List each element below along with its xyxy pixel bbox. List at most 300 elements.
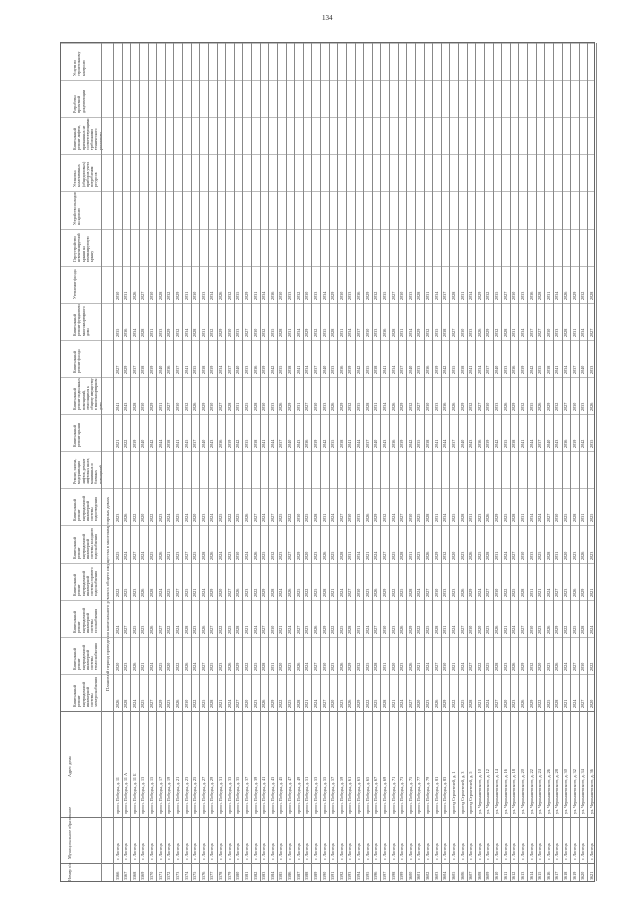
cell-year: 2031 xyxy=(528,588,534,597)
cell-year: 2026 xyxy=(330,402,336,412)
cell-year: 2030 xyxy=(485,402,491,412)
cell-year: 2033 xyxy=(235,328,241,337)
table-column-divider xyxy=(61,43,594,44)
cell-year: 2024 xyxy=(450,625,456,634)
cell-number: 3587 xyxy=(295,871,301,880)
cell-address: просп. Победы, д. 81 xyxy=(433,776,439,814)
table-row-divider xyxy=(380,43,381,881)
cell-municipality: г. Липецк xyxy=(295,843,301,860)
cell-year: 2036 xyxy=(381,328,387,337)
table-row-divider xyxy=(329,43,330,881)
cell-year: 2033 xyxy=(321,402,327,412)
header-work-13: Устройство выходов на кровлю xyxy=(73,191,82,225)
cell-municipality: г. Липецк xyxy=(433,843,439,860)
cell-year: 2023 xyxy=(278,551,284,560)
table-row-divider xyxy=(208,43,209,881)
cell-year: 2024 xyxy=(200,588,206,597)
cell-municipality: г. Липецк xyxy=(166,843,172,860)
cell-year: 2030 xyxy=(356,588,361,597)
cell-year: 2037 xyxy=(450,439,456,449)
cell-year: 2025 xyxy=(416,514,422,523)
cell-year: 2026 xyxy=(218,291,223,300)
cell-year: 2025 xyxy=(114,551,120,560)
cell-year: 2029 xyxy=(261,588,267,597)
cell-year: 2039 xyxy=(226,439,232,449)
cell-year: 2041 xyxy=(295,365,301,374)
cell-year: 2026 xyxy=(399,625,405,634)
cell-year: 2031 xyxy=(200,328,206,337)
cell-year: 2026 xyxy=(123,514,129,523)
cell-year: 2020 xyxy=(140,514,146,523)
cell-year: 2020 xyxy=(476,625,482,634)
cell-year: 2035 xyxy=(381,291,387,300)
cell-year: 2027 xyxy=(209,625,215,634)
cell-address: ул. Чернышевского, д. 14 xyxy=(494,769,499,814)
cell-year: 2020 xyxy=(416,699,422,708)
cell-year: 2028 xyxy=(330,328,336,337)
cell-year: 2023 xyxy=(459,551,465,560)
cell-year: 2026 xyxy=(494,625,499,634)
cell-number: 3583 xyxy=(261,871,267,880)
cell-year: 2023 xyxy=(511,699,517,708)
cell-year: 2032 xyxy=(261,328,267,337)
cell-year: 2031 xyxy=(519,514,525,523)
cell-year: 2029 xyxy=(287,402,292,412)
cell-year: 2025 xyxy=(295,588,301,597)
cell-year: 2030 xyxy=(304,291,310,300)
cell-year: 2023 xyxy=(476,514,482,523)
cell-year: 2032 xyxy=(519,402,525,412)
cell-year: 2025 xyxy=(278,514,284,523)
cell-year: 2030 xyxy=(407,514,413,523)
cell-year: 2030 xyxy=(252,328,258,337)
cell-address: просп. Победы, д. 37 xyxy=(243,776,249,814)
cell-year: 2028 xyxy=(278,328,284,337)
header-work-5: Капитальный ремонт внутридомовой инженерной системы водоотведения xyxy=(73,496,99,522)
table-row-divider xyxy=(372,43,373,881)
cell-year: 2030 xyxy=(347,514,353,523)
cell-number: 3571 xyxy=(157,871,163,880)
cell-year: 2023 xyxy=(157,514,163,523)
table-row-divider xyxy=(579,43,580,881)
cell-year: 2029 xyxy=(356,699,361,708)
cell-year: 2034 xyxy=(563,365,568,374)
cell-year: 2027 xyxy=(226,588,232,597)
cell-address: просп. Победы, д. 25 xyxy=(192,776,198,814)
cell-year: 2035 xyxy=(278,365,284,374)
cell-year: 2028 xyxy=(459,514,465,523)
cell-year: 2033 xyxy=(200,291,206,300)
table-title: Плановый период проведения капитального ремонта общего имущества в многоквартирных домах xyxy=(105,497,110,691)
cell-number: 3616 xyxy=(545,871,551,880)
cell-address: просп. Победы, д. 11 xyxy=(114,776,120,814)
cell-municipality: г. Липецк xyxy=(347,843,353,860)
cell-municipality: г. Липецк xyxy=(502,843,508,860)
cell-year: 2029 xyxy=(399,402,405,412)
cell-year: 2029 xyxy=(373,514,379,523)
cell-year: 2023 xyxy=(485,625,491,634)
cell-municipality: г. Липецк xyxy=(494,843,499,860)
cell-year: 2031 xyxy=(554,551,560,560)
cell-year: 2039 xyxy=(519,365,525,374)
cell-municipality: г. Липецк xyxy=(338,843,344,860)
cell-year: 2043 xyxy=(123,402,129,412)
cell-year: 2042 xyxy=(580,439,586,449)
cell-year: 2031 xyxy=(545,291,551,300)
cell-year: 2023 xyxy=(563,588,568,597)
cell-year: 2034 xyxy=(407,328,413,337)
cell-year: 2031 xyxy=(433,514,439,523)
cell-year: 2030 xyxy=(425,402,430,412)
cell-year: 2027 xyxy=(347,588,353,597)
cell-year: 2022 xyxy=(114,588,120,597)
cell-year: 2029 xyxy=(295,551,301,560)
cell-year: 2037 xyxy=(364,439,370,449)
cell-year: 2032 xyxy=(381,514,387,523)
table-row-divider xyxy=(432,43,433,881)
cell-year: 2034 xyxy=(476,365,482,374)
cell-municipality: г. Липецк xyxy=(192,843,198,860)
cell-year: 2028 xyxy=(157,291,163,300)
header-work-8: Капитальный ремонт подвальных помещений, относящихся к общему имуществу в многоквартирном доме xyxy=(73,378,103,411)
table-row-divider xyxy=(217,43,218,881)
cell-year: 2020 xyxy=(450,551,456,560)
cell-year: 2020 xyxy=(390,662,396,671)
cell-year: 2027 xyxy=(269,514,275,523)
cell-year: 2036 xyxy=(218,439,223,449)
cell-year: 2021 xyxy=(502,625,508,634)
cell-year: 2032 xyxy=(347,402,353,412)
cell-number: 3608 xyxy=(476,871,482,880)
table-row-divider xyxy=(467,43,468,881)
cell-address: просп. Победы, д. 65 xyxy=(364,776,370,814)
cell-municipality: г. Липецк xyxy=(399,843,405,860)
table-row-divider xyxy=(562,43,563,881)
cell-year: 2028 xyxy=(390,328,396,337)
cell-year: 2028 xyxy=(192,328,198,337)
cell-year: 2028 xyxy=(123,699,129,708)
cell-year: 2029 xyxy=(468,588,474,597)
cell-year: 2035 xyxy=(321,328,327,337)
cell-municipality: г. Липецк xyxy=(554,843,560,860)
cell-address: просп. Победы, д. 29 xyxy=(209,776,215,814)
cell-municipality: г. Липецк xyxy=(511,843,517,860)
cell-year: 2035 xyxy=(243,439,249,449)
cell-year: 2028 xyxy=(295,699,301,708)
table-column-divider xyxy=(61,563,594,564)
cell-year: 2030 xyxy=(183,699,189,708)
cell-year: 2027 xyxy=(580,699,586,708)
cell-year: 2026 xyxy=(511,662,517,671)
cell-year: 2028 xyxy=(338,551,344,560)
cell-year: 2028 xyxy=(580,625,586,634)
cell-municipality: г. Липецк xyxy=(235,843,241,860)
table-column-divider xyxy=(61,817,594,818)
cell-year: 2034 xyxy=(304,365,310,374)
cell-year: 2026 xyxy=(192,402,198,412)
table-row-divider xyxy=(277,43,278,881)
cell-year: 2028 xyxy=(200,551,206,560)
table-row-divider xyxy=(122,43,123,881)
cell-number: 3614 xyxy=(528,871,534,880)
cell-year: 2036 xyxy=(123,328,129,337)
cell-year: 2038 xyxy=(252,439,258,449)
cell-year: 2035 xyxy=(537,365,543,374)
cell-year: 2035 xyxy=(192,365,198,374)
cell-address: ул. Чернышевского, д. 24 xyxy=(537,769,543,814)
cell-year: 2028 xyxy=(261,662,267,671)
cell-year: 2023 xyxy=(140,625,146,634)
cell-year: 2028 xyxy=(519,588,525,597)
cell-year: 2031 xyxy=(442,625,448,634)
cell-year: 2038 xyxy=(338,439,344,449)
cell-year: 2026 xyxy=(425,551,430,560)
cell-number: 3584 xyxy=(269,871,275,880)
cell-year: 2027 xyxy=(459,625,465,634)
cell-year: 2028 xyxy=(209,699,215,708)
cell-year: 2026 xyxy=(433,699,439,708)
cell-year: 2020 xyxy=(330,699,336,708)
cell-year: 2029 xyxy=(580,588,586,597)
cell-year: 2023 xyxy=(200,514,206,523)
cell-year: 2027 xyxy=(321,699,327,708)
table-row-divider xyxy=(493,43,494,881)
cell-number: 3603 xyxy=(433,871,439,880)
cell-year: 2036 xyxy=(166,365,172,374)
table-row-divider xyxy=(527,43,528,881)
cell-year: 2023 xyxy=(450,588,456,597)
cell-year: 2033 xyxy=(287,291,292,300)
cell-year: 2031 xyxy=(338,328,344,337)
cell-year: 2029 xyxy=(200,402,206,412)
cell-year: 2041 xyxy=(261,439,267,449)
cell-year: 2038 xyxy=(425,439,430,449)
cell-year: 2029 xyxy=(330,291,336,300)
cell-number: 3619 xyxy=(571,871,577,880)
cell-number: 3609 xyxy=(485,871,491,880)
cell-year: 2034 xyxy=(468,291,474,300)
cell-year: 2028 xyxy=(571,514,577,523)
cell-year: 2024 xyxy=(218,551,223,560)
cell-year: 2023 xyxy=(571,551,577,560)
cell-year: 2029 xyxy=(243,291,249,300)
cell-number: 3580 xyxy=(235,871,241,880)
header-work-0: Капитальный ремонт внутридомовой инженерной системы электроснабжения xyxy=(73,677,99,707)
cell-year: 2030 xyxy=(295,514,301,523)
cell-year: 2024 xyxy=(157,588,163,597)
cell-year: 2021 xyxy=(476,699,482,708)
cell-year: 2033 xyxy=(330,365,336,374)
cell-year: 2030 xyxy=(140,402,146,412)
cell-year: 2029 xyxy=(554,625,560,634)
cell-year: 2032 xyxy=(494,328,499,337)
cell-year: 2033 xyxy=(588,365,594,374)
cell-address: просп. Победы, д. 33 xyxy=(226,776,232,814)
cell-number: 3615 xyxy=(537,871,543,880)
cell-year: 2036 xyxy=(442,402,448,412)
cell-year: 2024 xyxy=(338,588,344,597)
cell-year: 2041 xyxy=(347,439,353,449)
cell-year: 2034 xyxy=(356,551,361,560)
cell-address: просп. Победы, д. 45 xyxy=(278,776,284,814)
cell-year: 2029 xyxy=(485,328,491,337)
cell-number: 3588 xyxy=(304,871,310,880)
cell-year: 2043 xyxy=(381,439,387,449)
cell-year: 2034 xyxy=(183,328,189,337)
cell-address: просп. Победы, д. 41 xyxy=(261,776,267,814)
cell-municipality: г. Липецк xyxy=(218,843,223,860)
cell-year: 2030 xyxy=(494,588,499,597)
cell-year: 2036 xyxy=(511,365,517,374)
cell-year: 2028 xyxy=(131,402,137,412)
table-column-divider xyxy=(61,191,594,192)
cell-year: 2044 xyxy=(157,439,163,449)
cell-year: 2034 xyxy=(261,291,267,300)
cell-year: 2028 xyxy=(149,588,154,597)
cell-year: 2023 xyxy=(192,625,198,634)
cell-year: 2022 xyxy=(476,662,482,671)
cell-year: 2021 xyxy=(114,439,120,449)
cell-year: 2026 xyxy=(588,402,594,412)
table-row-divider xyxy=(441,43,442,881)
cell-address: просп. Победы, д. 67 xyxy=(373,776,379,814)
cell-year: 2029 xyxy=(416,328,422,337)
cell-year: 2025 xyxy=(364,662,370,671)
cell-year: 2023 xyxy=(243,588,249,597)
table-column-divider xyxy=(61,80,594,81)
cell-year: 2037 xyxy=(528,328,534,337)
cell-year: 2034 xyxy=(131,328,137,337)
cell-year: 2037 xyxy=(226,365,232,374)
cell-year: 2022 xyxy=(330,625,336,634)
cell-year: 2026 xyxy=(174,699,180,708)
cell-number: 3593 xyxy=(347,871,353,880)
cell-number: 3598 xyxy=(390,871,396,880)
cell-municipality: г. Липецк xyxy=(252,843,258,860)
cell-municipality: г. Липецк xyxy=(442,843,448,860)
cell-address: просп. Победы, д. 43 xyxy=(269,776,275,814)
cell-year: 2027 xyxy=(295,625,301,634)
cell-year: 2026 xyxy=(252,551,258,560)
cell-year: 2033 xyxy=(269,402,275,412)
cell-year: 2021 xyxy=(218,699,223,708)
cell-address: просп. Победы, д. 21 xyxy=(174,776,180,814)
cell-year: 2038 xyxy=(287,365,292,374)
cell-address: просп. Победы, д. 79 xyxy=(425,776,430,814)
cell-year: 2021 xyxy=(416,662,422,671)
cell-year: 2035 xyxy=(433,328,439,337)
cell-number: 3566 xyxy=(114,871,120,880)
cell-year: 2023 xyxy=(226,551,232,560)
cell-year: 2033 xyxy=(407,291,413,300)
cell-address: просп. Победы, д. 55 xyxy=(321,776,327,814)
cell-year: 2026 xyxy=(114,699,120,708)
cell-year: 2020 xyxy=(563,551,568,560)
cell-year: 2027 xyxy=(157,625,163,634)
cell-address: просп. Победы, д. 49 xyxy=(295,776,301,814)
cell-year: 2040 xyxy=(407,365,413,374)
cell-year: 2031 xyxy=(580,514,586,523)
cell-number: 3573 xyxy=(174,871,180,880)
cell-year: 2025 xyxy=(390,551,396,560)
cell-year: 2025 xyxy=(123,588,129,597)
cell-year: 2039 xyxy=(261,365,267,374)
cell-year: 2032 xyxy=(373,291,379,300)
cell-year: 2033 xyxy=(554,328,560,337)
cell-year: 2032 xyxy=(356,662,361,671)
cell-year: 2024 xyxy=(304,662,310,671)
cell-year: 2026 xyxy=(537,402,543,412)
cell-number: 3604 xyxy=(442,871,448,880)
cell-number: 3590 xyxy=(321,871,327,880)
cell-year: 2024 xyxy=(192,662,198,671)
cell-municipality: г. Липецк xyxy=(476,843,482,860)
cell-number: 3581 xyxy=(243,871,249,880)
cell-year: 2021 xyxy=(166,551,172,560)
cell-year: 2042 xyxy=(269,365,275,374)
cell-municipality: г. Липецк xyxy=(588,843,594,860)
cell-number: 3621 xyxy=(588,871,594,880)
cell-year: 2027 xyxy=(485,588,491,597)
cell-address: просп. Победы, д. 11 Б xyxy=(131,773,137,814)
cell-year: 2036 xyxy=(304,439,310,449)
cell-year: 2026 xyxy=(261,699,267,708)
cell-year: 2023 xyxy=(123,662,129,671)
cell-year: 2028 xyxy=(511,514,517,523)
cell-year: 2030 xyxy=(580,662,586,671)
cell-address: ул. Чернышевского, д. 10 xyxy=(476,769,482,814)
table-column-divider xyxy=(61,154,594,155)
table-row-divider xyxy=(260,43,261,881)
table-row-divider xyxy=(139,43,140,881)
cell-number: 3601 xyxy=(416,871,422,880)
cell-address: просп. Победы, д. 75 xyxy=(407,776,413,814)
cell-year: 2026 xyxy=(476,328,482,337)
cell-address: просп. Победы, д. 23 xyxy=(183,776,189,814)
cell-year: 2023 xyxy=(304,625,310,634)
cell-year: 2026 xyxy=(554,662,560,671)
cell-number: 3606 xyxy=(459,871,465,880)
cell-year: 2020 xyxy=(243,699,249,708)
cell-year: 2022 xyxy=(450,699,456,708)
cell-year: 2035 xyxy=(528,402,534,412)
cell-municipality: г. Липецк xyxy=(140,843,146,860)
cell-year: 2024 xyxy=(174,625,180,634)
table-row-divider xyxy=(389,43,390,881)
cell-year: 2040 xyxy=(140,439,146,449)
cell-municipality: г. Липецк xyxy=(131,843,137,860)
cell-number: 3591 xyxy=(330,871,336,880)
cell-year: 2031 xyxy=(347,551,353,560)
cell-year: 2025 xyxy=(149,551,154,560)
cell-address: просп. Победы, д. 31 xyxy=(218,776,223,814)
cell-year: 2024 xyxy=(226,699,232,708)
cell-year: 2042 xyxy=(321,439,327,449)
cell-year: 2022 xyxy=(123,439,129,449)
cell-address: просп. Победы, д. 51 xyxy=(304,776,310,814)
cell-address: ул. Чернышевского, д. 36 xyxy=(588,769,594,814)
table-row-divider xyxy=(199,43,200,881)
cell-year: 2022 xyxy=(304,588,310,597)
cell-year: 2037 xyxy=(131,365,137,374)
cell-year: 2037 xyxy=(537,439,543,449)
cell-municipality: г. Липецк xyxy=(269,843,275,860)
table-row-divider xyxy=(156,43,157,881)
cell-number: 3577 xyxy=(209,871,215,880)
cell-year: 2025 xyxy=(192,551,198,560)
header-work-14: Установка коллективных (общедомовых) приборов учета потребления ресурсов xyxy=(73,162,99,188)
cell-year: 2026 xyxy=(140,588,146,597)
